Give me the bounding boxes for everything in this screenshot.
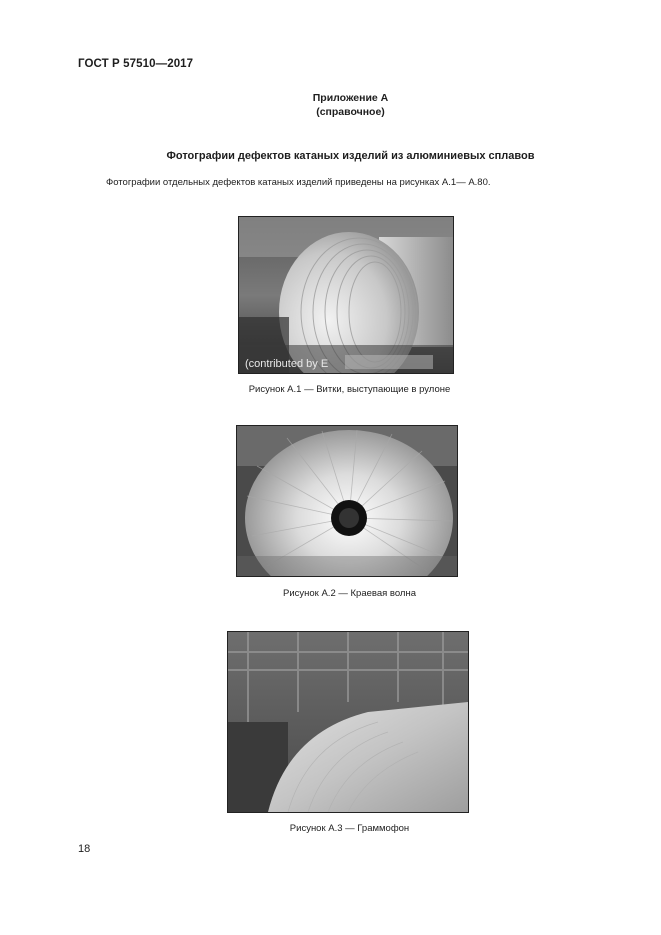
figure-a1-caption: Рисунок А.1 — Витки, выступающие в рулоне <box>248 384 451 395</box>
section-heading: Фотографии дефектов катаных изделий из алюминиевых сплавов <box>166 150 535 162</box>
coil-edge-wave-image <box>237 426 457 576</box>
figure-a1-photo <box>238 216 454 374</box>
appendix-heading <box>0 91 661 119</box>
appendix-subtitle: (справочное) <box>316 106 385 118</box>
page-number: 18 <box>78 843 91 855</box>
figure-a1-watermark: (contributed by E <box>245 358 329 370</box>
standard-identifier: ГОСТ Р 57510—2017 <box>78 58 194 70</box>
figure-a3-photo <box>227 631 469 813</box>
intro-paragraph: Фотографии отдельных дефектов катаных изделий приведены на рисунках А.1— А.80. <box>106 177 491 188</box>
figure-a3-caption: Рисунок А.3 — Граммофон <box>289 823 410 834</box>
coil-gramophone-image <box>228 632 468 812</box>
coil-protruding-turns-image <box>239 217 453 373</box>
figure-a2-caption: Рисунок А.2 — Краевая волна <box>283 588 416 599</box>
figure-a2-photo <box>236 425 458 577</box>
appendix-title: Приложение А <box>312 92 389 104</box>
